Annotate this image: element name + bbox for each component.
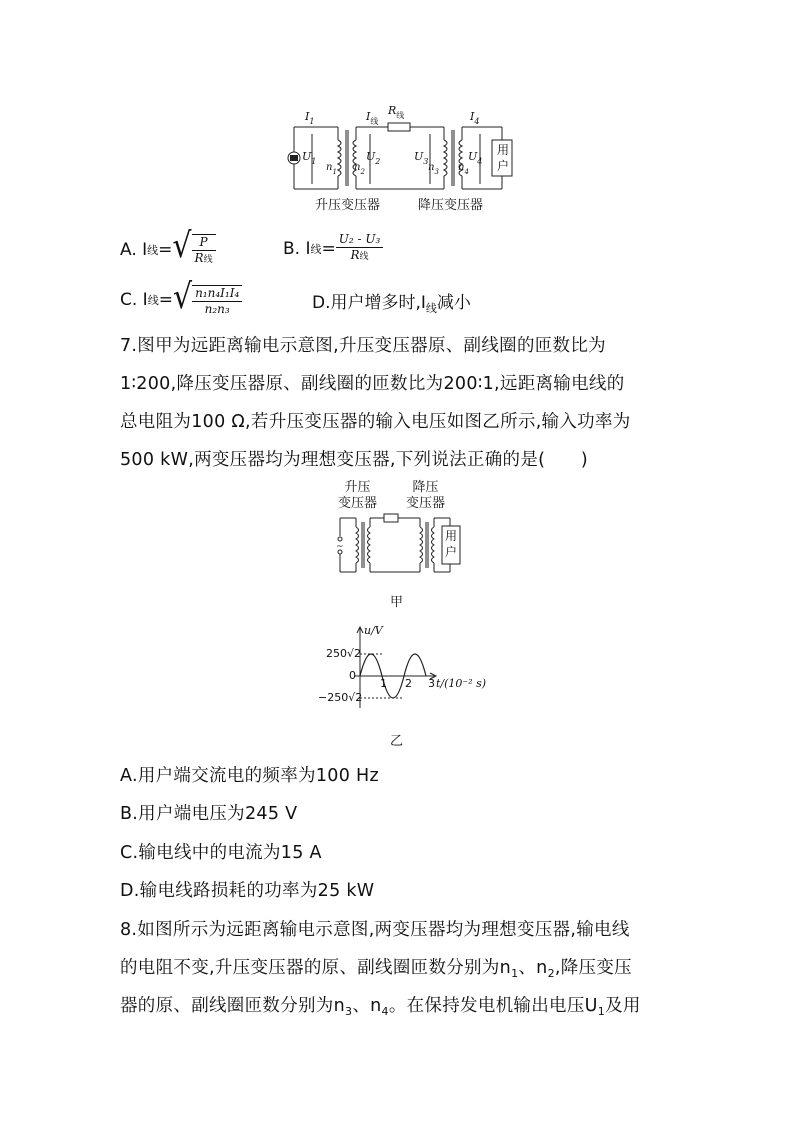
jia-user-box: 用 户 xyxy=(444,529,457,559)
yi-tick-1: 1 xyxy=(380,677,387,690)
q7-line-2: 1∶200,降压变压器原、副线圈的匝数比为200∶1,远距离输电线的 xyxy=(120,374,625,394)
user-box-label: 用户 xyxy=(496,143,509,173)
label-U3: $U_3$ xyxy=(414,150,429,166)
q7-line-1: 7.图甲为远距离输电示意图,升压变压器原、副线圈的匝数比为 xyxy=(120,336,606,356)
q6-option-b: B. I 线 = $\frac{\text{U₂ - U₃}}{\text{R线}}$ xyxy=(283,232,383,265)
q7-line-3: 总电阻为100 Ω,若升压变压器的输入电压如图乙所示,输入功率为 xyxy=(120,412,631,432)
q8-line-1: 8.如图所示为远距离输电示意图,两变压器均为理想变压器,输电线 xyxy=(120,920,630,940)
q8-line-2: 的电阻不变,升压变压器的原、副线圈匝数分别为$n_1$、$n_2$,降压变压 xyxy=(120,958,632,980)
label-n1: $n_1$ xyxy=(326,162,337,176)
q6-option-c: C. I 线 = √ $\frac{\text{n₁n₄I₁I₄}}{\text{n₂n₃}}$ xyxy=(120,283,242,317)
label-n4: $n_4$ xyxy=(458,162,469,176)
svg-text:~: ~ xyxy=(336,542,344,552)
step-up-transformer-label: 升压变压器 xyxy=(315,198,381,213)
label-I-line: $I_线$ xyxy=(366,110,379,126)
label-I4: $I_4$ xyxy=(470,110,480,126)
yi-ylabel: u/V xyxy=(364,624,383,637)
q7-option-a: A.用户端交流电的频率为100 Hz xyxy=(120,766,379,786)
label-U2: $U_2$ xyxy=(366,150,381,166)
label-U4: $U_4$ xyxy=(468,150,483,166)
label-I1: $I_1$ xyxy=(305,110,315,126)
q7-line-4: 500 kW,两变压器均为理想变压器,下列说法正确的是( ) xyxy=(120,450,588,470)
jia-step-up-label: 升压 变压器 xyxy=(338,480,378,511)
yi-xlabel: t/(10⁻² s) xyxy=(436,677,487,690)
yi-tick-zero: 0 xyxy=(349,669,356,682)
q7-option-c: C.输电线中的电流为15 A xyxy=(120,843,322,863)
figure-jia-caption: 甲 xyxy=(390,595,404,610)
q6-option-a: A. I 线 = √ $\frac{P}{\text{R线}}$ xyxy=(120,232,216,268)
yi-tick-2: 2 xyxy=(405,677,412,690)
figure-yi-caption: 乙 xyxy=(390,734,404,749)
yi-tick-3: 3 xyxy=(428,677,435,690)
yi-tick-negative: −250√2 xyxy=(318,691,363,704)
label-n2: $n_2$ xyxy=(354,162,365,176)
q8-line-3: 器的原、副线圈匝数分别为$n_3$、$n_4$。在保持发电机输出电压$U_1$及用 xyxy=(120,996,641,1018)
label-R-line: $R_线$ xyxy=(388,104,405,120)
step-down-transformer-label: 降压变压器 xyxy=(418,198,484,213)
q7-option-b: B.用户端电压为245 V xyxy=(120,804,298,824)
yi-tick-positive: 250√2 xyxy=(326,647,362,660)
jia-step-down-label: 降压 变压器 xyxy=(406,480,446,511)
q7-option-d: D.输电线路损耗的功率为25 kW xyxy=(120,881,375,901)
label-n3: $n_3$ xyxy=(428,162,439,176)
label-U1: $U_1$ xyxy=(302,150,317,166)
q6-option-d: D.用户增多时$,I_线$减小 xyxy=(312,293,471,315)
